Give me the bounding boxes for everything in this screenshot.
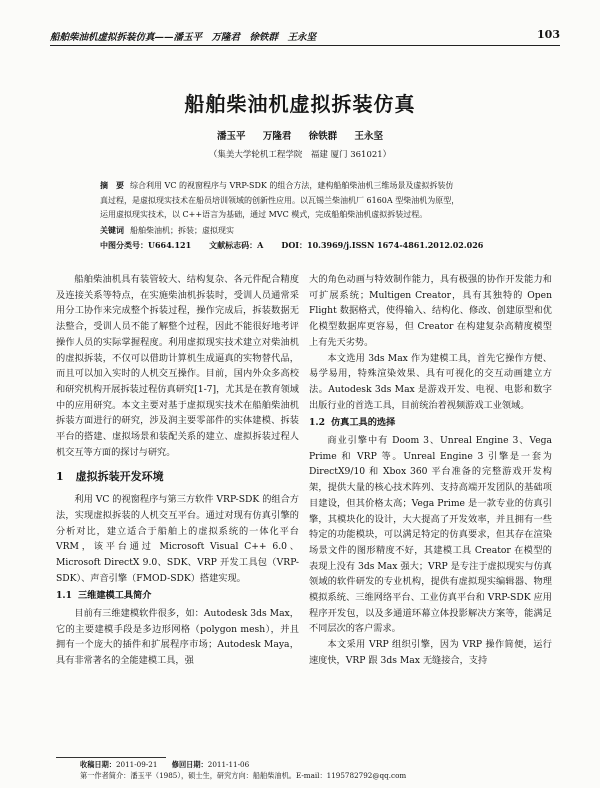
- running-title: 船舶柴油机虚拟拆装仿真——潘玉平 万隆君 徐铁群 王永坚: [50, 32, 317, 43]
- abstract-line-2: 真过程，是虚拟现实技术在船员培训领域的创新性应用。以瓦锡兰柴油机厂 6160A 型柴油机为原型，: [100, 195, 460, 205]
- body-paragraph: 利用 VC 的视窗程序与第三方软件 VRP-SDK 的组合方法，实现虚拟拆装的人机交互平台。通过对现有仿真引擎的分析对比，建立适合于船舶上的虚拟系统的一体化平台 VRM，该平台通过 Microsoft Visual C++ 6.0、Microsoft DirectX 9.0、SDK、VRP 开发工具包（VRP-SDK）、声音引擎（FMOD-SDK）搭建实现。: [56, 494, 299, 584]
- article-title: 船舶柴油机虚拟拆装仿真: [184, 92, 416, 116]
- subsection-title: 仿真工具的选择: [330, 417, 396, 429]
- section-title: 虚拟拆装开发环境: [75, 470, 164, 484]
- body-paragraph: 大的角色动画与特效制作能力，具有极强的协作开发能力和可扩展系统；Multigen Creator，具有其独特的 Open Flight 数据格式，使得输入、结构化、修改、创建原型和优化模型数据库更容易，但 Creator 在构建复杂高精度模型上有先天劣势。: [309, 274, 552, 348]
- abstract-line-1: [100, 178, 510, 194]
- article-authors: 潘玉平 万隆君 徐铁群 王永坚: [217, 131, 383, 142]
- footnote-dates: [80, 760, 249, 770]
- keywords-line: [100, 223, 510, 239]
- subsection-heading-1-2: [309, 415, 552, 431]
- revised-date: 2011-11-06: [207, 760, 250, 769]
- left-column: [56, 272, 299, 669]
- header-rule: [50, 45, 560, 46]
- footnote-rule: [56, 757, 166, 758]
- subsection-number: 1.2: [309, 417, 325, 429]
- clc-entry: [100, 238, 191, 253]
- keywords: 船舶柴油机；拆装；虚拟现实: [130, 225, 234, 235]
- doc-code-label: 文献标志码：: [209, 240, 258, 250]
- revised-label: 修回日期：: [171, 760, 208, 769]
- footnote-author: 第一作者简介：潘玉平（1985），硕士生，研究方向：船舶柴油机。E-mail：1195782792@qq.com: [80, 771, 407, 780]
- received-date: 2011-09-21: [115, 760, 158, 769]
- doi-label: DOI：: [281, 240, 308, 250]
- received-label: 收稿日期：: [80, 760, 116, 769]
- abstract-label: 摘 要: [100, 180, 124, 190]
- section-heading-1: [56, 469, 299, 485]
- abstract-text: 综合利用 VC 的视窗程序与 VRP-SDK 的组合方法，建构船舶柴油机三维场景及虚拟拆装仿: [130, 181, 454, 190]
- abstract-line-3: 运用虚拟现实技术，以 C++语言为基础，通过 MVC 模式，完成船舶柴油机虚拟拆装过程。: [100, 210, 428, 219]
- clc-value: U664.121: [148, 240, 192, 250]
- subsection-heading-1-1: [56, 588, 299, 604]
- doc-code-entry: [209, 238, 263, 253]
- classification-line: [100, 238, 510, 253]
- subsection-title: 三维建模工具简介: [77, 590, 152, 602]
- right-column: [309, 272, 552, 669]
- intro-paragraph: 船舶柴油机具有装管较大、结构复杂、各元件配合精度及连接关系等特点，在实施柴油机拆装时，受训人员通常采用分工协作来完成整个拆装过程，操作完成后，拆装数据无法整合，受训人员不能了解整个过程，因此不能很好地考评操作人员的实际掌握程度。利用虚拟现实技术建立对柴油机的虚拟拆装，不仅可以借助计算机生成逼真的实物替代品，而且可以加入实时的人机交互操作。目前，国内外众多高校和研究机构开展拆装过程仿真研究[1-7]，尤其是在教育领域中的应用研究。本文主要对基于虚拟现实技术在船舶柴油机拆装方面进行的研究，涉及润主要零部件的实体建模、拆装平台的搭建、虚拟场景和装配关系的建立、虚拟拆装过程人机交互等方面的探讨与研究。: [56, 274, 299, 458]
- body-paragraph: 目前有三维建模软件很多，如：Autodesk 3ds Max，它的主要建模手段是多边形网格（polygon mesh），并且拥有一个庞大的插件和扩展程序市场；Autodesk Maya，具有非常著名的全能建模工具，强: [56, 608, 299, 667]
- running-header: [50, 29, 560, 45]
- clc-label: 中图分类号：: [100, 240, 148, 250]
- body-paragraph: 商业引擎中有 Doom 3、Unreal Engine 3、Vega Prime 和 VRP 等。Unreal Engine 3 引擎是一套为 DirectX9/10 和 Xbox 360 平台准备的完整游戏开发构架，提供大量的核心技术阵列、支持高端开发团队的基础项目建设，但其价格太高；Vega Prime 是一款专业的仿真引擎，其模块化的设计，大大提高了开发效率，并且拥有一些特定的功能模块，可以满足特定的仿真要求，但其存在渲染场景文件的图形精度不好，其建模工具 Creator 在模型的表现上没有 3ds Max 强大；VRP 是专注于虚拟现实与仿真领域的软件研发的专业机构，提供有虚拟现实编辑器、物理模拟系统、三维网络平台、工业仿真平台和 VRP-SDK 应用程序开发包，以及多通道环幕立体投影解决方案等，能满足不同层次的客户需求。: [309, 435, 552, 635]
- subsection-number: 1.1: [56, 590, 72, 602]
- doc-code-value: A: [257, 240, 264, 250]
- body-paragraph: 本文选用 3ds Max 作为建模工具，首先它操作方便、易学易用，特殊渲染效果、具有可视化的交互动画建立方法。Autodesk 3ds Max 是游戏开发、电视、电影和数字出版行业的首选工具，目前统治着视频游戏工业领域。: [309, 352, 552, 411]
- keywords-label: 关键词: [100, 224, 124, 235]
- page-number: 103: [537, 28, 560, 41]
- article-affiliation: （集美大学轮机工程学院 福建 厦门 361021）: [208, 150, 392, 160]
- doi-value: 10.3969/j.ISSN 1674-4861.2012.02.026: [307, 240, 484, 250]
- abstract-block: [100, 178, 510, 253]
- body-paragraph: 本文采用 VRP 组织引擎，因为 VRP 操作简便，运行速度快，VRP 跟 3ds Max 无缝接合，支持: [309, 639, 552, 666]
- section-number: 1: [56, 470, 64, 484]
- doi-entry: [281, 238, 483, 253]
